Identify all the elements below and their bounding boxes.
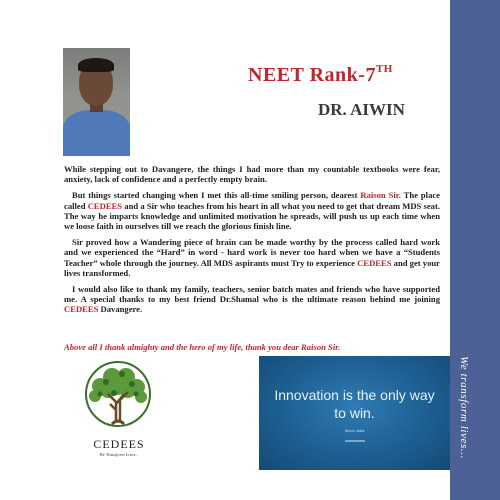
highlight-cedees: CEDEES	[87, 200, 123, 211]
highlight-raison: Raison Sir.	[360, 190, 401, 201]
side-band	[450, 0, 500, 500]
logo-tagline: We Transform Lives...	[99, 452, 139, 457]
highlight-cedees: CEDEES	[64, 304, 99, 315]
closing-line: Above all I thank almighty and the hero of my life, thank you dear Raison Sir.	[64, 342, 341, 352]
side-tagline: We transform lives...	[458, 356, 470, 459]
rank-main: NEET Rank-7	[248, 64, 376, 86]
quote-divider	[345, 440, 365, 442]
photo-hair	[78, 58, 114, 72]
tree-icon	[70, 360, 166, 440]
paragraph-4: I would also like to thank my family, teachers, senior batch mates and friends who have supported me. A special thanks to my best friend Dr.Shamal who is the ultimate reason behind me joining CEDEES Davangere.	[64, 284, 440, 315]
rank-suffix: TH	[375, 63, 393, 75]
quote-text: Innovation is the only way to win.	[274, 387, 435, 421]
highlight-cedees: CEDEES	[357, 257, 392, 268]
testimonial-body	[64, 164, 440, 321]
paragraph-2: But things started changing when I met this all-time smiling person, dearest Raison Sir. The place called CEDEES and a Sir who teaches from his heart in all what you need to get that dream MDS seat. The way he imparts knowledge and unlimited motivation he spreads, will push us up each time when we loose faith in ourselves till we reach the glorious finish line.	[64, 190, 440, 232]
doctor-name: DR. AIWIN	[318, 100, 405, 119]
quote-author: Steve Jobs	[344, 428, 365, 433]
paragraph-1: While stepping out to Davangere, the things I had more than my countable textbooks were fear, anxiety, lack of confidence and a perfectly empty brain.	[64, 164, 440, 185]
logo-name: CEDEES	[93, 437, 145, 451]
photo-shirt	[63, 110, 130, 156]
rank-title	[248, 63, 393, 87]
paragraph-3: Sir proved how a Wandering piece of brain can be made worthy by the process called hard work and we experienced the “Hard” in word - hard work is never too hard when we have a “Students Teacher” whole through the journey. All MDS aspirants must Try to experience CEDEES and get your lives transformed.	[64, 237, 440, 278]
quote-card	[259, 356, 450, 470]
doctor-photo	[63, 48, 130, 156]
